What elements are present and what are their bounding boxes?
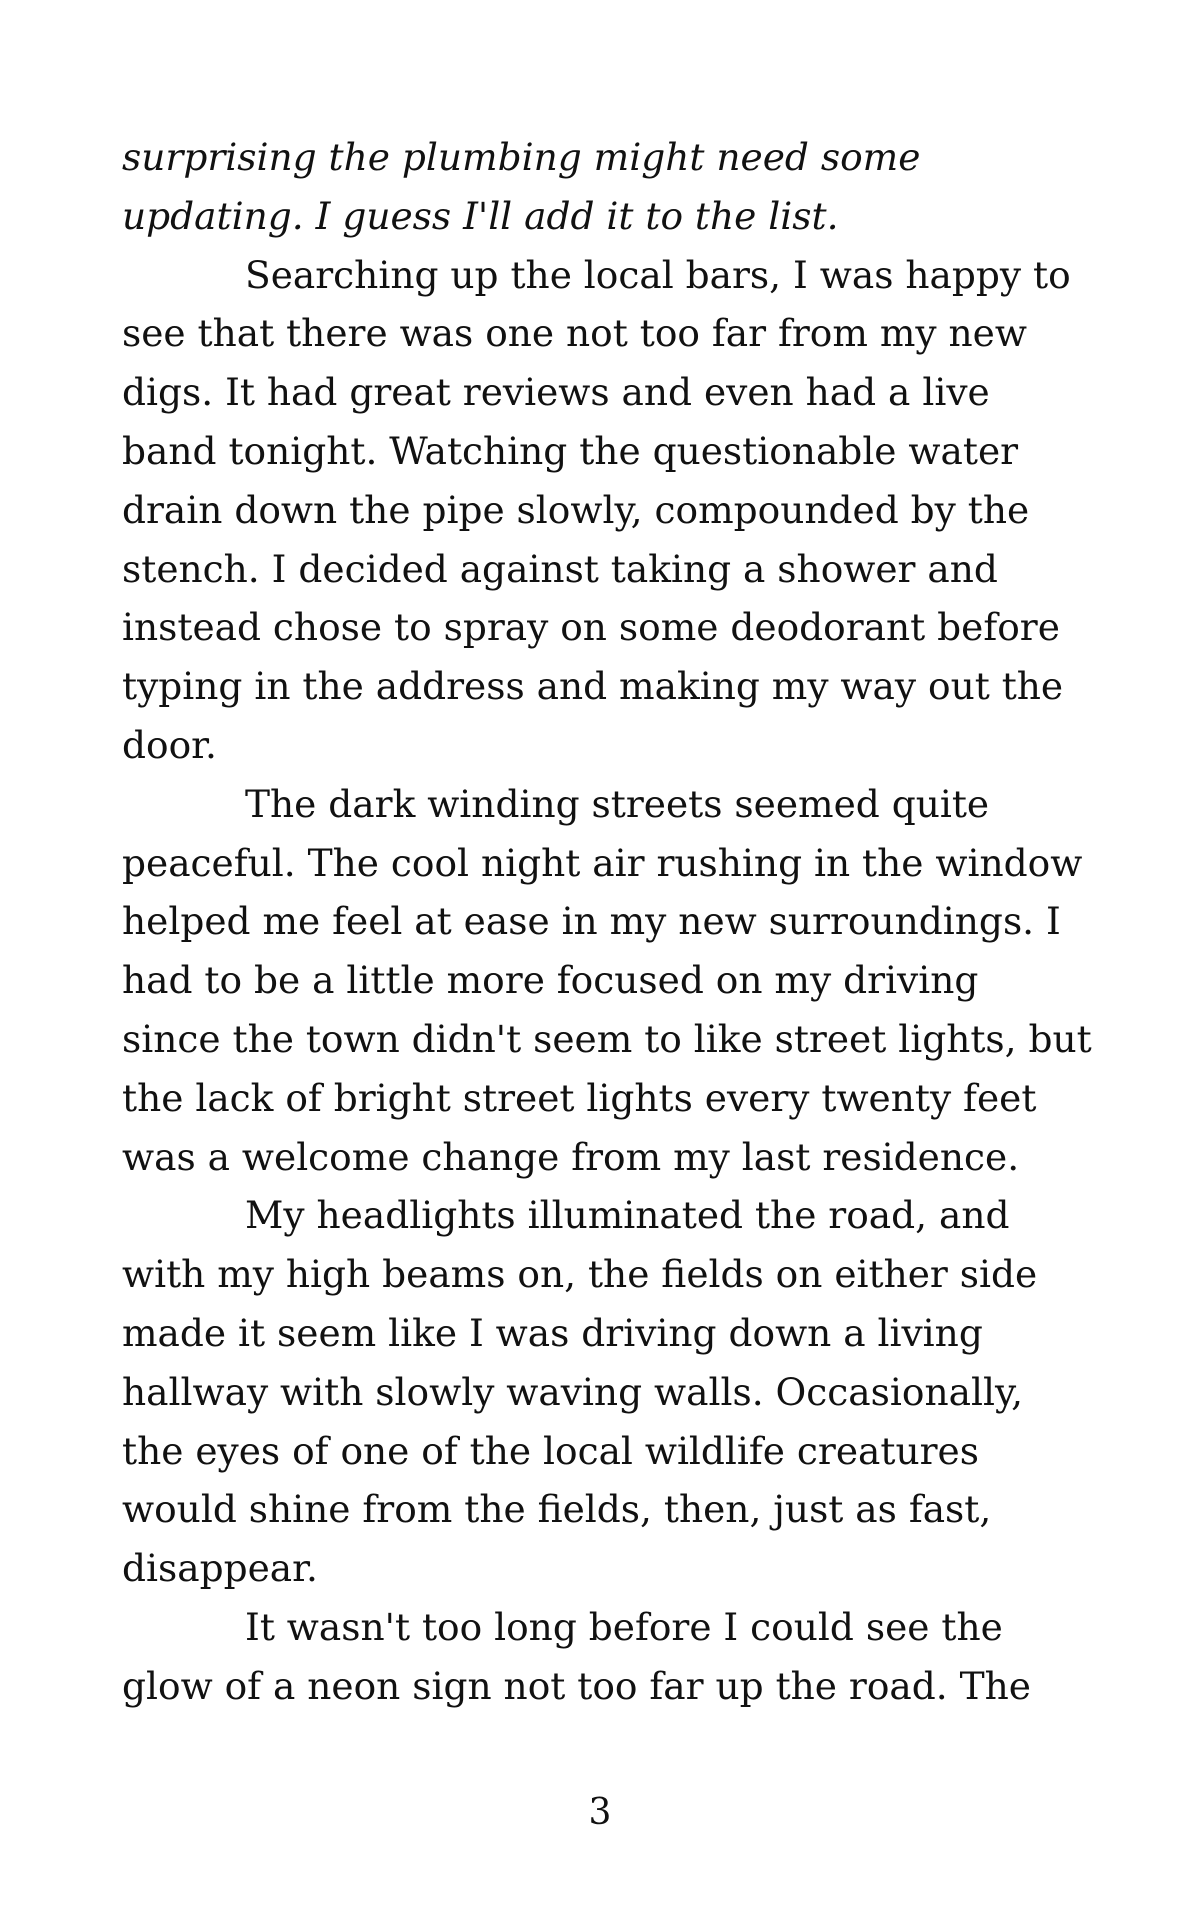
text-line: was a welcome change from my last residence. <box>122 1134 1020 1179</box>
text-line: typing in the address and making my way out the <box>122 664 1064 709</box>
text-line: updating. I guess I'll add it to the list. <box>122 193 839 238</box>
text-line: Searching up the local bars, I was happy to <box>245 252 1071 297</box>
text-line: peaceful. The cool night air rushing in the window <box>122 840 1083 885</box>
text-line: stench. I decided against taking a shower and <box>122 546 998 591</box>
text-line: the lack of bright street lights every twenty feet <box>122 1075 1037 1120</box>
text-line: hallway with slowly waving walls. Occasionally, <box>122 1369 1024 1414</box>
text-line: glow of a neon sign not too far up the road. The <box>122 1663 1031 1708</box>
text-line: drain down the pipe slowly, compounded by the <box>122 487 1030 532</box>
text-line: digs. It had great reviews and even had a live <box>122 370 990 415</box>
text-line: surprising the plumbing might need some <box>122 135 921 179</box>
text-line: The dark winding streets seemed quite <box>245 781 990 826</box>
text-line: My headlights illuminated the road, and <box>245 1193 1010 1238</box>
text-line: see that there was one not too far from my new <box>122 311 1027 356</box>
text-line: disappear. <box>122 1546 318 1591</box>
text-line: band tonight. Watching the questionable water <box>122 428 1019 473</box>
text-line: made it seem like I was driving down a living <box>122 1310 983 1355</box>
text-line: with my high beams on, the fields on either side <box>122 1252 1038 1297</box>
text-line: had to be a little more focused on my driving <box>122 958 979 1003</box>
text-line: since the town didn't seem to like street lights, but <box>122 1016 1092 1061</box>
page-number: 3 <box>588 1792 612 1833</box>
text-line: the eyes of one of the local wildlife creatures <box>122 1428 979 1473</box>
text-line: It wasn't too long before I could see the <box>245 1604 1003 1649</box>
body-text <box>122 128 1122 1716</box>
text-line: would shine from the fields, then, just as fast, <box>122 1487 992 1532</box>
text-line: helped me feel at ease in my new surroundings. I <box>122 899 1061 944</box>
text-line: instead chose to spray on some deodorant before <box>122 605 1060 650</box>
text-line: door. <box>122 722 217 767</box>
